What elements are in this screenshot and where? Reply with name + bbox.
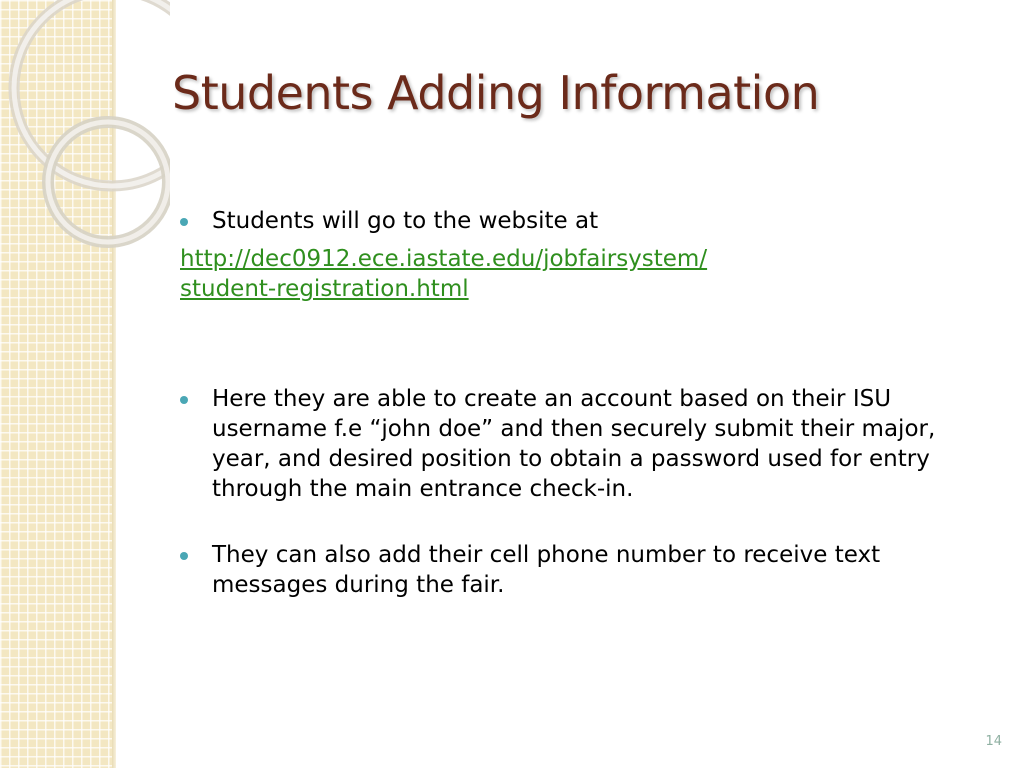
bullet-icon: [180, 396, 188, 404]
bullet-item: [178, 384, 978, 504]
bullet-item: [178, 206, 978, 236]
bullet-icon: [180, 218, 188, 226]
bullet-text: Here they are able to create an account based on their ISU username f.e “john doe” and then securely submit their major, year, and desired position to obtain a password used for entry through the main entrance check-in.: [212, 386, 936, 502]
bullet-item: [178, 540, 978, 600]
bullet-text: Students will go to the website at: [212, 208, 599, 234]
bullet-icon: [180, 552, 188, 560]
bullet-text: They can also add their cell phone number to receive text messages during the fair.: [212, 542, 881, 598]
page-number: 14: [985, 734, 1002, 749]
decorative-rings: [0, 0, 170, 260]
registration-link-part-1[interactable]: http://dec0912.ece.iastate.edu/jobfairsystem/: [180, 246, 708, 272]
slide-body: [178, 206, 978, 600]
slide-title: Students Adding Information: [172, 66, 820, 120]
registration-link-part-2[interactable]: student-registration.html: [180, 276, 469, 302]
